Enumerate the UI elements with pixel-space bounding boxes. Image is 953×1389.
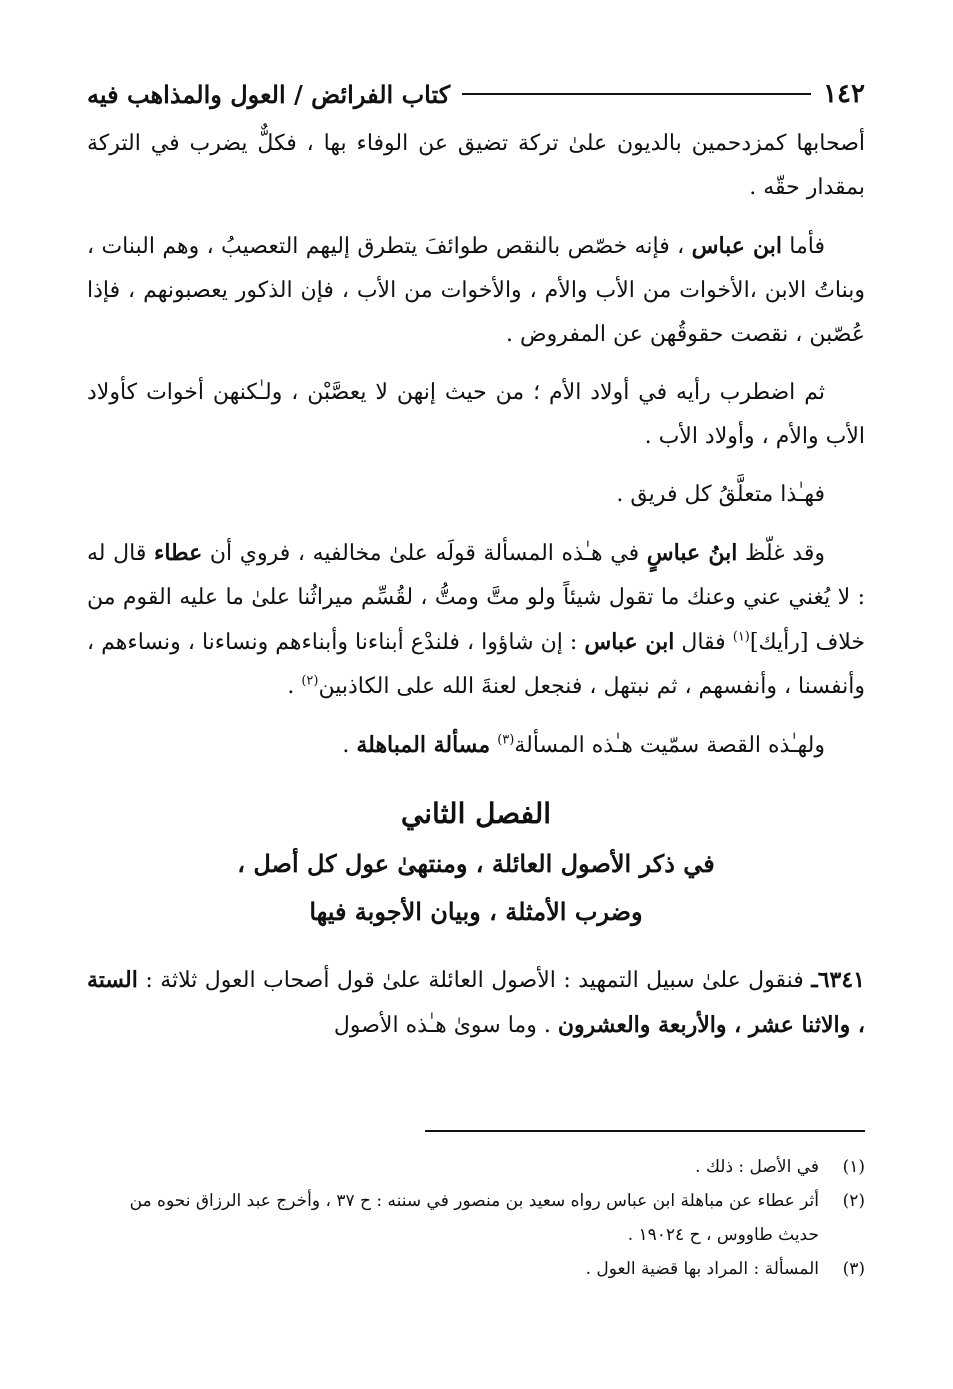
page-header <box>87 72 865 116</box>
text-run: ، فإنه خصّص بالنقص طوائفَ يتطرق إليهم التعصيبُ ، وهم البنات ، وبناتُ الابن ،الأخوات من الأب والأم ، والأخوات من الأب ، فإن الذكور يعصبونهم ، فإذا عُصّبن ، نقصت حقوقُهن عن المفروض . <box>87 234 865 347</box>
footnote-3 <box>87 1252 865 1286</box>
bold-name: ابنُ عباسٍ <box>646 540 738 566</box>
text-run: ولهـٰذه القصة سمّيت هـٰذه المسألة <box>514 733 825 758</box>
chapter-title: الفصل الثاني <box>400 797 552 830</box>
chapter-heading <box>87 788 865 936</box>
bold-name: عطاء <box>153 540 203 566</box>
text-run: : إن شاؤوا ، فلندْع أبناءنا وأبناءهم ونساءنا ، ونساءهم ، وأنفسنا ، وأنفسهم ، ثم نبتهل ، فنجعل لعنةَ الله على الكاذبين <box>87 630 865 699</box>
footnote-text: أثر عطاء عن مباهلة ابن عباس رواه سعيد بن منصور في سننه : ح ٣٧ ، وأخرج عبد الرزاق نحوه من حديث طاووس ، ح ١٩٠٢٤ . <box>129 1191 819 1245</box>
main-text <box>87 122 865 1062</box>
header-rule <box>462 93 811 95</box>
chapter-subtitle-2: وضرب الأمثلة ، وبيان الأجوبة فيها <box>309 897 643 926</box>
text-run: . <box>287 674 302 699</box>
paragraph-3: ثم اضطرب رأيه في أولاد الأم ؛ من حيث إنهن لا يعصَّبْن ، ولـٰكنهن أخوات كأولاد الأب والأم ، وأولاد الأب . <box>87 380 865 449</box>
text-run: . وما سوىٰ هـٰذه الأصول <box>333 1013 558 1038</box>
text-run: وقد غلّظ <box>737 541 825 566</box>
footnote-ref-2[interactable]: (٢) <box>301 673 319 689</box>
footnote-1 <box>87 1150 865 1184</box>
bold-name: ابن عباس <box>584 629 675 655</box>
paragraph-numbered <box>87 958 865 1048</box>
paragraph-4: فهـٰذا متعلَّقُ كل فريق . <box>616 482 825 507</box>
paragraph-6 <box>87 723 865 768</box>
bold-name: ابن عباس <box>691 233 782 259</box>
text-run: فنقول علىٰ سبيل التمهيد : الأصول العائلة علىٰ قول أصحاب العول ثلاثة : <box>137 968 812 993</box>
bold-term: مسألة المباهلة <box>356 732 491 758</box>
footnote-ref-1[interactable]: (١) <box>732 629 750 645</box>
footnote-number: (٢) <box>842 1191 865 1211</box>
paragraph-number: ٦٣٤١ <box>817 967 865 993</box>
footnote-text: المسألة : المراد بها قضية العول . <box>585 1259 819 1279</box>
footnote-rule <box>425 1130 865 1132</box>
text-run: قال له : لا يُغني عني وعنك ما تقول شيئاً ولو متَّ ومتُّ ، لقُسِّم ميراثُنا علىٰ ما عليه القوم من خلاف [رأيك] <box>87 541 866 655</box>
text-run: . <box>342 733 357 758</box>
paragraph-2 <box>87 224 865 357</box>
bold-term: الستة ، والاثنا عشر ، والأربعة والعشرون <box>87 967 865 1038</box>
footnote-number: (٣) <box>842 1259 865 1279</box>
footnotes <box>87 1150 865 1286</box>
text-run: فقال <box>674 630 733 655</box>
footnote-2 <box>87 1184 865 1252</box>
paragraph-5 <box>87 531 865 709</box>
footnote-text: في الأصل : ذلك . <box>695 1157 819 1177</box>
running-title: كتاب الفرائض / العول والمذاهب فيه <box>87 79 451 109</box>
paragraph-1: أصحابها كمزدحمين بالديون علىٰ تركة تضيق عن الوفاء بها ، فكلٌّ يضرب في التركة بمقدار حقّه . <box>87 131 865 200</box>
text-run: فأما <box>781 234 826 259</box>
footnote-ref-3[interactable]: (٣) <box>497 732 515 748</box>
number-dash: ـ <box>811 967 818 993</box>
chapter-subtitle-1: في ذكر الأصول العائلة ، ومنتهىٰ عول كل أصل ، <box>237 849 715 878</box>
text-run: في هـٰذه المسألة قولَه علىٰ مخالفيه ، فروي أن <box>202 541 647 566</box>
page-number: ١٤٢ <box>823 79 865 109</box>
footnote-number: (١) <box>842 1157 865 1177</box>
